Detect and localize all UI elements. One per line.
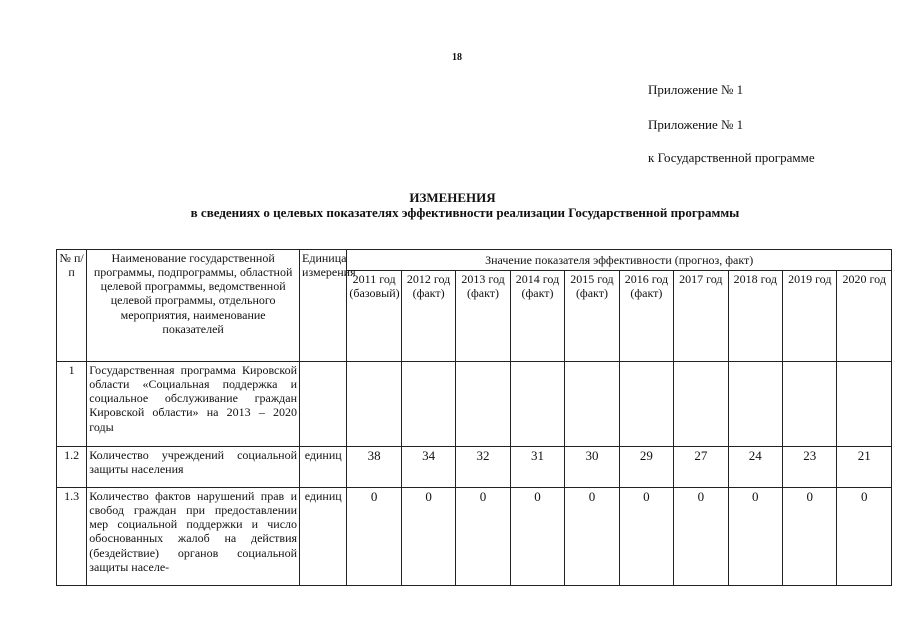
row-value: 21: [837, 447, 892, 488]
table-row: [57, 362, 892, 447]
header-year: 2019 год: [783, 271, 837, 362]
document-title: ИЗМЕНЕНИЯ: [409, 190, 496, 205]
row-value: [619, 362, 673, 447]
row-name: Количество учреждений социальной защиты населения: [87, 447, 300, 488]
header-year: 2015 год (факт): [565, 271, 619, 362]
annex-line-3: к Государственной программе: [648, 150, 815, 165]
row-value: 23: [783, 447, 837, 488]
header-year: 2016 год (факт): [619, 271, 673, 362]
document-subtitle: в сведениях о целевых показателях эффективности реализации Государственной программы: [190, 205, 740, 220]
row-value: 29: [619, 447, 673, 488]
row-value: 32: [456, 447, 510, 488]
row-num: 1.2: [57, 447, 87, 488]
header-year: 2020 год: [837, 271, 892, 362]
row-unit: единиц: [300, 447, 347, 488]
row-value: 0: [728, 488, 782, 586]
header-year: 2011 год (базовый): [347, 271, 401, 362]
indicators-table: [56, 249, 892, 586]
row-value: 34: [401, 447, 455, 488]
row-value: 0: [401, 488, 455, 586]
row-value: [674, 362, 728, 447]
header-year: 2013 год (факт): [456, 271, 510, 362]
table-row: [57, 488, 892, 586]
row-value: 0: [783, 488, 837, 586]
header-year: 2017 год: [674, 271, 728, 362]
row-value: 24: [728, 447, 782, 488]
row-value: [728, 362, 782, 447]
row-value: 0: [456, 488, 510, 586]
annex-line-2: Приложение № 1: [648, 117, 744, 132]
row-value: 0: [565, 488, 619, 586]
row-name: Государственная программа Кировской области «Социальная поддержка и социальное обслуживание граждан Кировской области» на 2013 – 2020 годы: [87, 362, 300, 447]
header-num: № п/п: [57, 250, 87, 362]
row-value: 30: [565, 447, 619, 488]
row-value: 0: [347, 488, 401, 586]
row-value: 38: [347, 447, 401, 488]
row-value: [783, 362, 837, 447]
page-number: 18: [452, 52, 462, 63]
annex-line-1: Приложение № 1: [648, 82, 744, 97]
table-row: [57, 447, 892, 488]
header-value-group: Значение показателя эффективности (прогноз, факт): [347, 250, 892, 271]
header-unit: Единица измерения: [300, 250, 347, 362]
row-value: [401, 362, 455, 447]
row-unit: единиц: [300, 488, 347, 586]
row-value: 0: [837, 488, 892, 586]
header-year: 2018 год: [728, 271, 782, 362]
row-value: 0: [674, 488, 728, 586]
row-value: 0: [619, 488, 673, 586]
row-unit: [300, 362, 347, 447]
row-name: Количество фактов нарушений прав и свобод граждан при предоставлении мер социальной поддержки и число обоснованных жалоб на действия (бездействие) органов социальной защиты населе-: [87, 488, 300, 586]
row-value: 0: [510, 488, 564, 586]
header-year: 2014 год (факт): [510, 271, 564, 362]
row-num: 1: [57, 362, 87, 447]
row-value: [837, 362, 892, 447]
row-value: [565, 362, 619, 447]
header-name: Наименование государственной программы, подпрограммы, областной целевой программы, ведомственной целевой программы, отдельного мероприятия, наименование показателей: [87, 250, 300, 362]
row-value: [347, 362, 401, 447]
row-value: 31: [510, 447, 564, 488]
row-value: 27: [674, 447, 728, 488]
header-year: 2012 год (факт): [401, 271, 455, 362]
row-value: [510, 362, 564, 447]
row-num: 1.3: [57, 488, 87, 586]
header-row-top: [57, 250, 892, 271]
row-value: [456, 362, 510, 447]
